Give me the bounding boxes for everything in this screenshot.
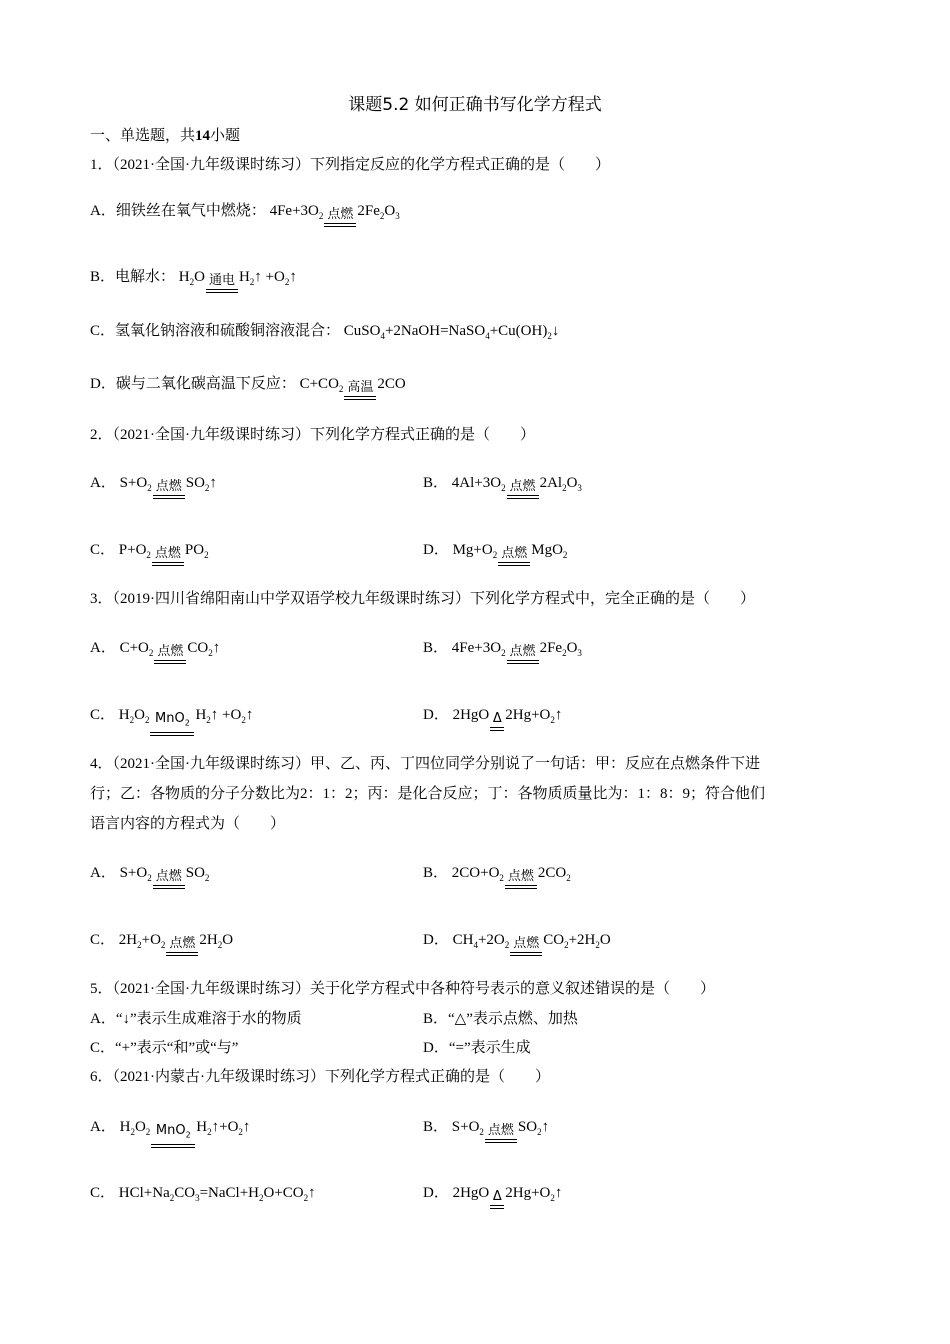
reaction-arrow: 点燃: [505, 870, 537, 889]
q5-option-d: D．“=”表示生成: [423, 1040, 531, 1056]
equation: $S+O_2$ 点燃 $SO_2↑$: [452, 1119, 549, 1143]
equation: $4Fe+3O_2$ 点燃 $2Fe_2O_3$: [452, 640, 582, 664]
question-2-stem: 2．（2021·全国·九年级课时练习）下列化学方程式正确的是（ ）: [90, 427, 535, 443]
q4-option-d: D． $CH_4+2O_2$ 点燃 $CO_2+2H_2O$: [423, 928, 611, 956]
reaction-arrow: 点燃: [324, 208, 356, 227]
equation: $Mg+O_2$ 点燃 MgO$_2$: [453, 542, 568, 566]
reaction-arrow: 点燃: [485, 1124, 517, 1143]
q4-option-c: C． $2H_2+O_2$ 点燃 $2H_2O$: [90, 928, 233, 956]
reaction-arrow: MnO$_2$: [150, 712, 194, 736]
equation: $HCl+Na_2CO_3=NaCl+H_2O+CO_2↑$: [118, 1185, 316, 1203]
reaction-arrow: 点燃: [498, 547, 530, 566]
q6-option-a: A． $H_2O_2$ MnO$_2$ $H_2↑+O_2↑$: [90, 1115, 250, 1148]
reaction-arrow: Δ: [490, 1190, 504, 1209]
q4-option-a: A． $S+O_2$ 点燃 $SO_2$: [90, 861, 209, 889]
equation: $C+O_2$ 点燃 $CO_2↑$: [120, 640, 221, 664]
reaction-arrow: 点燃: [153, 480, 185, 499]
q3-option-b: B． $4Fe+3O_2$ 点燃 $2Fe_2O_3$: [423, 636, 582, 664]
q5-option-a: A．“↓”表示生成难溶于水的物质: [90, 1011, 302, 1027]
q2-option-b: B． $4Al+3O_2$ 点燃 $2Al_2O_3$: [423, 471, 582, 499]
question-4-stem-line-2: 行；乙：各物质的分子分数比为2：1：2；丙：是化合反应；丁：各物质质量比为：1：8：9；符合他们: [90, 786, 766, 802]
equation: $CH_4+2O_2$ 点燃 $CO_2+2H_2O$: [453, 932, 611, 956]
question-3-stem: 3．（2019·四川省绵阳南山中学双语学校九年级课时练习）下列化学方程式中，完全正确的是（ ）: [90, 591, 755, 607]
reaction-arrow: 点燃: [507, 645, 539, 664]
reaction-arrow: 点燃: [153, 870, 185, 889]
equation: $CuSO_4+2NaOH=NaSO_4+Cu(OH)_2↓$: [343, 323, 560, 341]
reaction-arrow: 点燃: [507, 480, 539, 499]
reaction-arrow: 高温: [344, 381, 376, 400]
q4-option-b: B． $2CO+O_2$ 点燃 $2CO_2$: [423, 861, 571, 889]
q2-option-c: C． $P+O_2$ 点燃 $PO_2$: [90, 538, 209, 566]
reaction-arrow: 点燃: [166, 937, 198, 956]
equation: $S+O_2$ 点燃 $SO_2$: [120, 865, 210, 889]
equation: 2HgO Δ $2Hg+O_2↑$: [453, 1185, 563, 1209]
equation: $H_2O_2$ MnO$_2$ $H_2↑$ $+O_2↑$: [119, 707, 254, 736]
equation: $H_2O$ 通电 $H_2↑$ $+O_2↑$: [179, 269, 297, 293]
q6-option-b: B． $S+O_2$ 点燃 $SO_2↑$: [423, 1115, 549, 1143]
question-count: 14: [195, 128, 211, 144]
equation: $2H_2+O_2$ 点燃 $2H_2O$: [119, 932, 233, 956]
reaction-arrow: MnO$_2$: [151, 1124, 195, 1148]
question-5-stem: 5．（2021·全国·九年级课时练习）关于化学方程式中各种符号表示的意义叙述错误的是（ ）: [90, 981, 715, 997]
equation: $4Fe+3O_2$ 点燃 $2Fe_2O_3$: [270, 203, 400, 227]
question-4-stem-line-1: 4．（2021·全国·九年级课时练习）甲、乙、丙、丁四位同学分别说了一句话：甲：反应在点燃条件下进: [90, 756, 760, 772]
equation: $S+O_2$ 点燃 $SO_2↑$: [120, 475, 217, 499]
q2-option-d: D． $Mg+O_2$ 点燃 MgO$_2$: [423, 538, 567, 566]
q5-option-b: B．“△”表示点燃、加热: [423, 1011, 578, 1027]
equation: $C+CO_2$ 高温 2CO: [300, 376, 406, 400]
question-6-stem: 6．（2021·内蒙古·九年级课时练习）下列化学方程式正确的是（ ）: [90, 1069, 550, 1085]
question-1-stem: 1．（2021·全国·九年级课时练习）下列指定反应的化学方程式正确的是（ ）: [90, 157, 610, 173]
q3-option-c: C． $H_2O_2$ MnO$_2$ $H_2↑$ $+O_2↑$: [90, 703, 253, 736]
q1-option-b: B．电解水： $H_2O$ 通电 $H_2↑$ $+O_2↑$: [90, 265, 297, 293]
equation: $P+O_2$ 点燃 $PO_2$: [119, 542, 209, 566]
reaction-arrow: 点燃: [152, 547, 184, 566]
q2-option-a: A． $S+O_2$ 点燃 $SO_2↑$: [90, 471, 217, 499]
q6-option-d: D． 2HgO Δ $2Hg+O_2↑$: [423, 1181, 562, 1209]
q6-option-c: C． $HCl+Na_2CO_3=NaCl+H_2O+CO_2↑$: [90, 1185, 316, 1203]
question-4-stem-line-3: 语言内容的方程式为（ ）: [90, 816, 286, 832]
equation: $H_2O_2$ MnO$_2$ $H_2↑+O_2↑$: [120, 1119, 251, 1148]
q3-option-d: D． 2HgO Δ $2Hg+O_2↑$: [423, 703, 562, 731]
q1-option-c: C．氢氧化钠溶液和硫酸铜溶液混合： $CuSO_4+2NaOH=NaSO_4+Cu(OH)_2↓$: [90, 323, 560, 341]
reaction-arrow: Δ: [490, 712, 504, 731]
reaction-arrow: 通电: [206, 274, 238, 293]
q3-option-a: A． $C+O_2$ 点燃 $CO_2↑$: [90, 636, 220, 664]
equation: $2CO+O_2$ 点燃 $2CO_2$: [452, 865, 571, 889]
q5-option-c: C．“+”表示“和”或“与”: [90, 1040, 239, 1056]
q1-option-d: D．碳与二氧化碳高温下反应： $C+CO_2$ 高温 2CO: [90, 372, 406, 400]
reaction-arrow: 点燃: [154, 645, 186, 664]
equation: 2HgO Δ $2Hg+O_2↑$: [453, 707, 563, 731]
section-heading: 一、单选题，共14小题: [90, 128, 241, 144]
q1-option-a: A．细铁丝在氧气中燃烧： $4Fe+3O_2$ 点燃 $2Fe_2O_3$: [90, 199, 400, 227]
equation: $4Al+3O_2$ 点燃 $2Al_2O_3$: [452, 475, 582, 499]
reaction-arrow: 点燃: [510, 937, 542, 956]
page-title: 课题5.2 如何正确书写化学方程式: [348, 95, 602, 115]
